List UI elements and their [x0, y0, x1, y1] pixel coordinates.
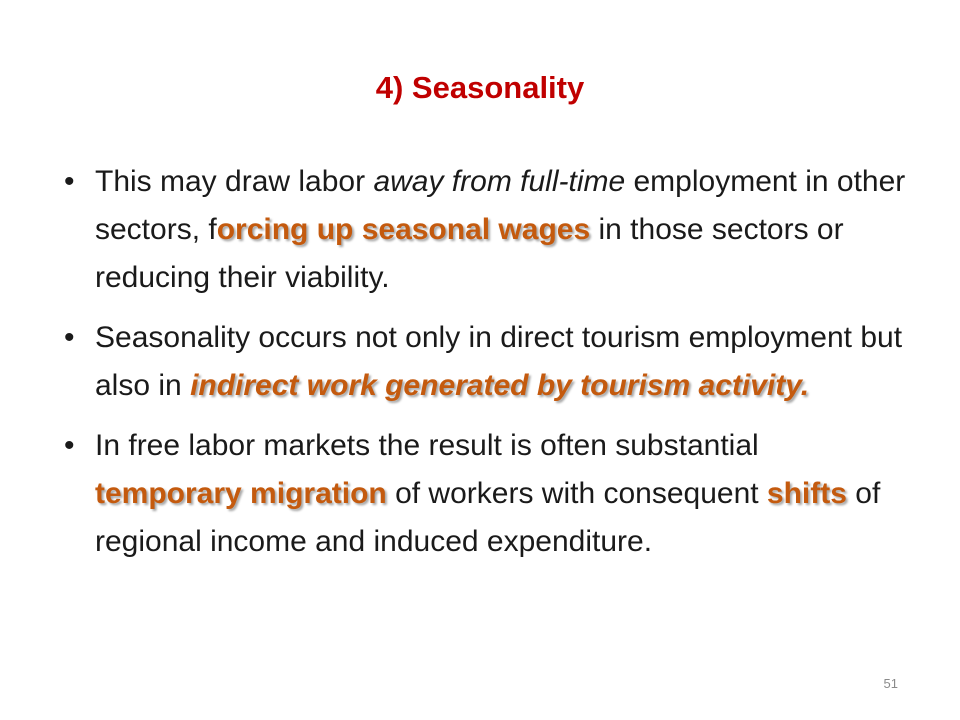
bullet-highlight: indirect work generated by tourism activity. [190, 369, 810, 402]
slide-title: 4) Seasonality [375, 70, 585, 105]
bullet-text: of workers with consequent [386, 477, 767, 510]
bullet-highlight: orcing up seasonal wages [216, 213, 591, 246]
bullet-text: In free labor markets the result is often substantial [95, 429, 759, 462]
bullet-list [62, 158, 907, 578]
bullet-icon: • [64, 165, 75, 198]
bullet-highlight: shifts [766, 477, 847, 510]
bullet-emphasis: away from full-time [373, 165, 626, 198]
bullet-text: Seasonality occurs not only in direct tourism employment but also in [95, 321, 903, 402]
bullet-highlight: temporary migration [95, 477, 387, 510]
bullet-icon: • [64, 321, 75, 354]
bullet-item [62, 314, 907, 410]
bullet-item [62, 158, 907, 302]
bullet-text: in those sectors or reducing their viability. [95, 213, 844, 294]
bullet-text: of regional income and induced expenditure. [95, 477, 881, 558]
page-number: 51 [883, 676, 898, 691]
bullet-icon: • [64, 429, 75, 462]
bullet-item [62, 422, 907, 566]
bullet-text: employment in other sectors, f [95, 165, 906, 246]
bullet-text: This may draw labor [95, 165, 374, 198]
